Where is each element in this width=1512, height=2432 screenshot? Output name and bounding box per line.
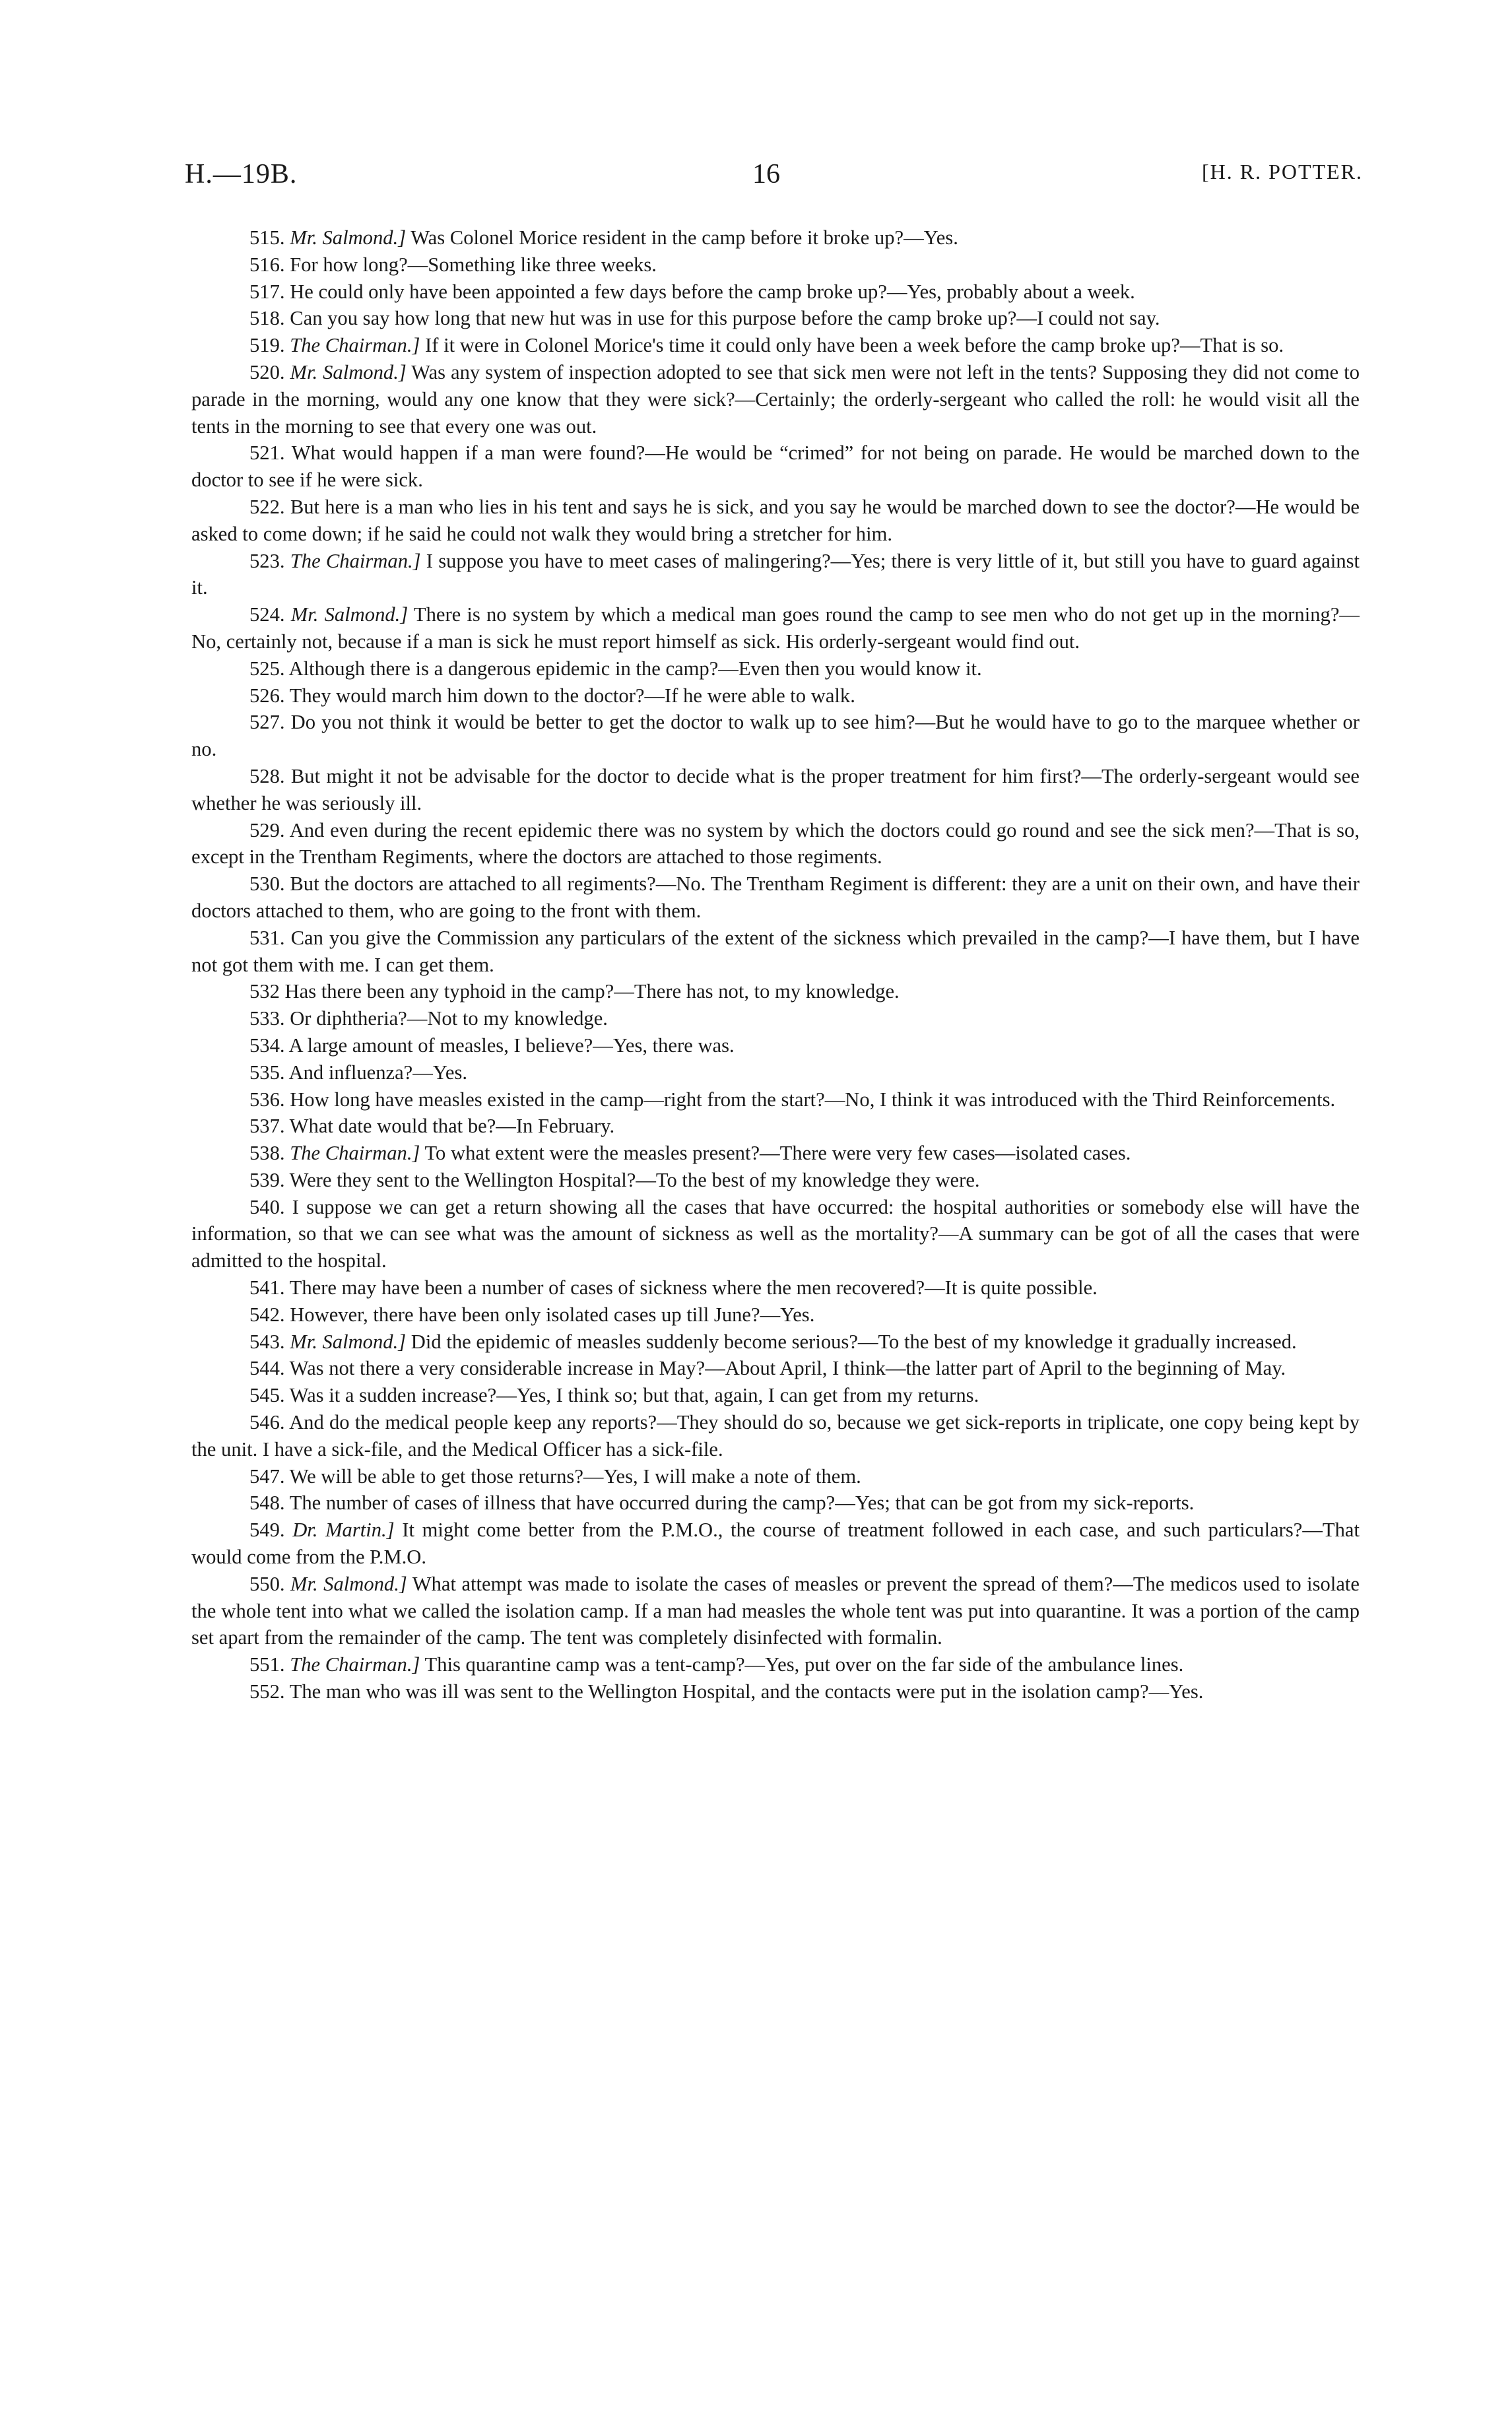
question-answer-text: Did the epidemic of measles suddenly become serious?—To the best of my knowledge it gradually increased. <box>411 1330 1297 1353</box>
question-number: 552. <box>249 1680 285 1703</box>
testimony-paragraph <box>191 1463 1360 1490</box>
question-number: 521. <box>249 442 285 465</box>
question-number: 548. <box>249 1492 285 1515</box>
question-answer-text: How long have measles existed in the camp—right from the start?—No, I think it was introduced with the Third Reinforcements. <box>290 1088 1336 1111</box>
testimony-paragraph <box>191 1329 1360 1356</box>
testimony-paragraph <box>191 1005 1360 1032</box>
testimony-paragraph <box>191 1167 1360 1194</box>
question-answer-text: For how long?—Something like three weeks. <box>290 253 657 276</box>
testimony-paragraph <box>191 1490 1360 1517</box>
testimony-paragraph <box>191 332 1360 359</box>
question-answer-text: It might come better from the P.M.O., the course of treatment followed in each case, and such particulars?—That would come from the P.M.O. <box>191 1519 1360 1569</box>
question-answer-text: To what extent were the measles present?—There were very few cases—isolated cases. <box>424 1142 1131 1165</box>
testimony-paragraph <box>191 817 1360 871</box>
testimony-paragraph <box>191 279 1360 306</box>
testimony-paragraph <box>191 440 1360 494</box>
question-number: 517. <box>249 280 285 303</box>
testimony-paragraph <box>191 655 1360 682</box>
question-answer-text: But might it not be advisable for the doctor to decide what is the proper treatment for him first?—The orderly-sergeant would see whether he was seriously ill. <box>191 764 1360 814</box>
question-number: 540. <box>249 1195 285 1218</box>
document-page <box>185 158 1363 1705</box>
question-number: 547. <box>249 1464 285 1488</box>
question-answer-text: Has there been any typhoid in the camp?—There has not, to my knowledge. <box>284 980 900 1003</box>
question-answer-text: Was Colonel Morice resident in the camp before it broke up?—Yes. <box>411 226 958 249</box>
question-number: 529. <box>249 818 285 841</box>
question-answer-text: But the doctors are attached to all regiments?—No. The Trentham Regiment is different: they are a unit on their own, and have their doctors attached to them, who are going to the front with them. <box>191 872 1360 922</box>
testimony-paragraph <box>191 1409 1360 1463</box>
speaker-label: Mr. Salmond.] <box>290 1330 407 1353</box>
testimony-paragraph <box>191 1113 1360 1140</box>
testimony-paragraph <box>191 763 1360 817</box>
question-number: 516. <box>249 253 285 276</box>
question-number: 518. <box>249 307 285 330</box>
question-answer-text: Do you not think it would be better to get the doctor to walk up to see him?—But he would have to go to the marquee whether or no. <box>191 711 1360 761</box>
question-number: 525. <box>249 657 285 680</box>
testimony-paragraph <box>191 1194 1360 1274</box>
question-answer-text: And influenza?—Yes. <box>288 1061 468 1084</box>
question-answer-text: We will be able to get those returns?—Yes, I will make a note of them. <box>289 1464 861 1488</box>
question-number: 550. <box>249 1572 285 1595</box>
speaker-label: The Chairman.] <box>290 334 420 357</box>
question-answer-text: The man who was ill was sent to the Wellington Hospital, and the contacts were put in the isolation camp?—Yes. <box>289 1680 1204 1703</box>
question-answer-text: What date would that be?—In February. <box>289 1115 615 1138</box>
testimony-paragraph <box>191 359 1360 440</box>
speaker-label: The Chairman.] <box>290 549 421 572</box>
question-answer-text: He could only have been appointed a few days before the camp broke up?—Yes, probably about a week. <box>290 280 1135 303</box>
speaker-label: The Chairman.] <box>290 1653 420 1676</box>
question-number: 533. <box>249 1007 285 1030</box>
question-number: 530. <box>249 872 285 896</box>
speaker-label: Mr. Salmond.] <box>290 360 407 383</box>
testimony-paragraph <box>191 925 1360 979</box>
question-answer-text: A large amount of measles, I believe?—Yes, there was. <box>288 1034 735 1057</box>
question-number: 522. <box>249 495 285 518</box>
testimony-paragraph <box>191 1140 1360 1167</box>
question-answer-text: There may have been a number of cases of sickness where the men recovered?—It is quite possible. <box>289 1276 1098 1299</box>
testimony-paragraph <box>191 1059 1360 1086</box>
testimony-paragraph <box>191 1517 1360 1571</box>
speaker-label: Dr. Martin.] <box>292 1519 395 1542</box>
speaker-label: Mr. Salmond.] <box>290 226 407 249</box>
testimony-paragraph <box>191 1301 1360 1329</box>
question-number: 523. <box>249 549 285 572</box>
testimony-paragraph <box>191 251 1360 279</box>
question-number: 544. <box>249 1357 285 1380</box>
question-number: 532 <box>249 980 280 1003</box>
question-number: 539. <box>249 1168 285 1191</box>
question-number: 528. <box>249 764 285 787</box>
question-answer-text: There is no system by which a medical man goes round the camp to see men who do not get up in the morning?—No, certainly not, because if a man is sick he must report himself as sick. His orderly-sergeant would find out. <box>191 603 1360 653</box>
speaker-label: Mr. Salmond.] <box>290 603 409 626</box>
testimony-paragraph <box>191 224 1360 251</box>
question-answer-text: Can you give the Commission any particulars of the extent of the sickness which prevailed in the camp?—I have them, but I have not got them with me. I can get them. <box>191 926 1360 976</box>
question-answer-text: This quarantine camp was a tent-camp?—Yes, put over on the far side of the ambulance lines. <box>424 1653 1184 1676</box>
question-answer-text: Was not there a very considerable increase in May?—About April, I think—the latter part of April to the beginning of May. <box>289 1357 1286 1380</box>
question-answer-text: And do the medical people keep any reports?—They should do so, because we get sick-reports in triplicate, one copy being kept by the unit. I have a sick-file, and the Medical Officer has a sick-file. <box>191 1411 1360 1461</box>
question-number: 546. <box>249 1411 285 1434</box>
question-number: 545. <box>249 1384 285 1407</box>
question-number: 531. <box>249 926 285 949</box>
question-answer-text: Can you say how long that new hut was in use for this purpose before the camp broke up?—I could not say. <box>290 307 1160 330</box>
question-answer-text: Or diphtheria?—Not to my knowledge. <box>290 1007 608 1030</box>
question-answer-text: The number of cases of illness that have occurred during the camp?—Yes; that can be got from my sick-reports. <box>289 1492 1195 1515</box>
testimony-paragraph <box>191 682 1360 709</box>
question-answer-text: Were they sent to the Wellington Hospital?—To the best of my knowledge they were. <box>289 1168 980 1191</box>
question-answer-text: However, there have been only isolated cases up till June?—Yes. <box>290 1303 815 1326</box>
testimony-body <box>191 224 1360 1705</box>
question-number: 515. <box>249 226 285 249</box>
question-number: 541. <box>249 1276 285 1299</box>
testimony-paragraph <box>191 548 1360 602</box>
speaker-label: Mr. Salmond.] <box>290 1572 407 1595</box>
testimony-paragraph <box>191 1274 1360 1301</box>
question-number: 536. <box>249 1088 285 1111</box>
testimony-paragraph <box>191 978 1360 1005</box>
testimony-paragraph <box>191 1032 1360 1059</box>
question-number: 520. <box>249 360 285 383</box>
question-number: 549. <box>249 1519 285 1542</box>
page-number: 16 <box>752 159 780 189</box>
question-number: 527. <box>249 711 285 734</box>
question-answer-text: I suppose you have to meet cases of malingering?—Yes; there is very little of it, but still you have to guard against it. <box>191 549 1360 599</box>
question-answer-text: Was it a sudden increase?—Yes, I think so; but that, again, I can get from my returns. <box>289 1384 979 1407</box>
testimony-paragraph <box>191 871 1360 925</box>
testimony-paragraph <box>191 1571 1360 1651</box>
question-answer-text: Was any system of inspection adopted to see that sick men were not left in the tents? Supposing they did not come to parade in the morning, would any one know that they were sick?—Certainly; the orderly-sergeant who called the roll: he would visit all the tents in the morning to see that every one was out. <box>191 360 1360 438</box>
question-answer-text: If it were in Colonel Morice's time it could only have been a week before the camp broke up?—That is so. <box>425 334 1284 357</box>
question-number: 537. <box>249 1115 285 1138</box>
testimony-paragraph <box>191 305 1360 332</box>
testimony-paragraph <box>191 1678 1360 1705</box>
testimony-paragraph <box>191 494 1360 548</box>
question-number: 543. <box>249 1330 285 1353</box>
question-number: 551. <box>249 1653 285 1676</box>
question-answer-text: They would march him down to the doctor?—If he were able to walk. <box>289 684 855 707</box>
testimony-paragraph <box>191 709 1360 763</box>
testimony-paragraph <box>191 601 1360 655</box>
question-number: 535. <box>249 1061 285 1084</box>
speaker-label: The Chairman.] <box>290 1142 420 1165</box>
question-answer-text: What would happen if a man were found?—He would be “crimed” for not being on parade. He would be marched down to the doctor to see if he were sick. <box>191 442 1360 492</box>
testimony-paragraph <box>191 1086 1360 1113</box>
testimony-paragraph <box>191 1651 1360 1678</box>
question-answer-text: Although there is a dangerous epidemic in the camp?—Even then you would know it. <box>288 657 982 680</box>
question-number: 534. <box>249 1034 285 1057</box>
question-answer-text: What attempt was made to isolate the cases of measles or prevent the spread of them?—The medicos used to isolate the whole tent into what we called the isolation camp. If a man had measles the whole tent was put into quarantine. It was a portion of the camp set apart from the remainder of the camp. The tent was completely disinfected with formalin. <box>191 1572 1360 1649</box>
witness-name: [H. R. POTTER. <box>1202 160 1363 183</box>
question-number: 542. <box>249 1303 285 1326</box>
testimony-paragraph <box>191 1382 1360 1409</box>
question-number: 524. <box>249 603 285 626</box>
page-header <box>185 158 1363 198</box>
report-code: H.—19B. <box>185 159 298 189</box>
question-number: 519. <box>249 334 285 357</box>
question-number: 526. <box>249 684 285 707</box>
question-number: 538. <box>249 1142 285 1165</box>
question-answer-text: But here is a man who lies in his tent and says he is sick, and you say he would be marched down to see the doctor?—He would be asked to come down; if he said he could not walk they would bring a stretcher for him. <box>191 495 1360 545</box>
question-answer-text: And even during the recent epidemic there was no system by which the doctors could go round and see the sick men?—That is so, except in the Trentham Regiments, where the doctors are attached to those regiments. <box>191 818 1360 869</box>
question-answer-text: I suppose we can get a return showing all the cases that have occurred: the hospital authorities or somebody else will have the information, so that we can see what was the amount of sickness as well as the mortality?—A summary can be got of all the cases that were admitted to the hospital. <box>191 1195 1360 1272</box>
testimony-paragraph <box>191 1355 1360 1382</box>
